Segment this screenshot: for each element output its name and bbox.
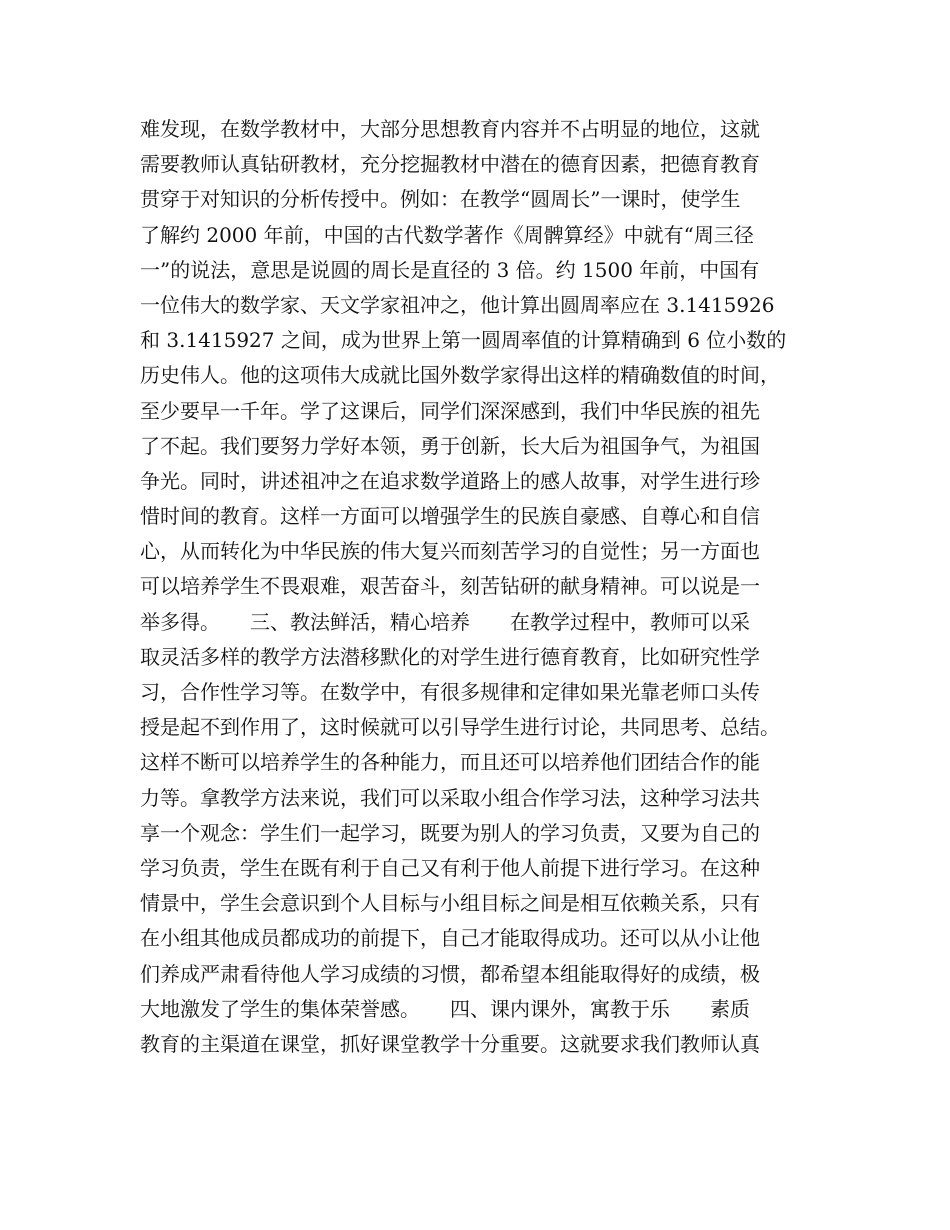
text-line: 贯穿于对知识的分析传授中。例如：在教学“圆周长”一课时，使学生 (140, 187, 741, 212)
text-line: 了解约 2000 年前，中国的古代数学著作《周髀算经》中就有“周三径 (140, 222, 754, 247)
text-line: 情景中，学生会意识到个人目标与小组目标之间是相互依赖关系，只有 (140, 891, 760, 916)
text-line: 举多得。 三、教法鲜活，精心培养 在教学过程中，教师可以采 (140, 609, 750, 634)
text-line: 可以培养学生不畏艰难，艰苦奋斗，刻苦钻研的献身精神。可以说是一 (140, 574, 760, 599)
text-line: 教育的主渠道在课堂，抓好课堂教学十分重要。这就要求我们教师认真 (140, 1031, 760, 1056)
text-line: 享一个观念：学生们一起学习，既要为别人的学习负责，又要为自己的 (140, 820, 760, 845)
text-line: 需要教师认真钻研教材，充分挖掘教材中潜在的德育因素，把德育教育 (140, 152, 760, 177)
text-line: 们养成严肃看待他人学习成绩的习惯，都希望本组能取得好的成绩，极 (140, 961, 760, 986)
text-line: 一”的说法，意思是说圆的周长是直径的 3 倍。约 1500 年前，中国有 (140, 257, 760, 282)
text-line: 至少要早一千年。学了这课后，同学们深深感到，我们中华民族的祖先 (140, 398, 760, 423)
text-line: 心，从而转化为中华民族的伟大复兴而刻苦学习的自觉性；另一方面也 (140, 539, 760, 564)
text-line: 争光。同时，讲述祖冲之在追求数学道路上的感人故事，对学生进行珍 (140, 468, 760, 493)
text-line: 和 3.1415927 之间，成为世界上第一圆周率值的计算精确到 6 位小数的 (140, 328, 787, 353)
text-line: 一位伟大的数学家、天文学家祖冲之，他计算出圆周率应在 3.1415926 (140, 292, 775, 317)
text-line: 学习负责，学生在既有利于自己又有利于他人前提下进行学习。在这种 (140, 855, 760, 880)
text-line: 大地激发了学生的集体荣誉感。 四、课内课外，寓教于乐 素质 (140, 996, 750, 1021)
text-line: 这样不断可以培养学生的各种能力，而且还可以培养他们团结合作的能 (140, 750, 760, 775)
text-line: 难发现，在数学教材中，大部分思想教育内容并不占明显的地位，这就 (140, 117, 760, 141)
text-line: 了不起。我们要努力学好本领，勇于创新，长大后为祖国争气，为祖国 (140, 433, 760, 458)
text-line: 在小组其他成员都成功的前提下，自己才能取得成功。还可以从小让他 (140, 926, 760, 951)
text-line: 历史伟人。他的这项伟大成就比国外数学家得出这样的精确数值的时间， (140, 363, 780, 388)
text-line: 惜时间的教育。这样一方面可以增强学生的民族自豪感、自尊心和自信 (140, 504, 760, 529)
text-line: 力等。拿教学方法来说，我们可以采取小组合作学习法，这种学习法共 (140, 785, 760, 810)
body-text (140, 112, 830, 1062)
text-line: 取灵活多样的教学方法潜移默化的对学生进行德育教育，比如研究性学 (140, 644, 760, 669)
text-line: 习，合作性学习等。在数学中，有很多规律和定律如果光靠老师口头传 (140, 680, 760, 704)
text-line: 授是起不到作用了，这时候就可以引导学生进行讨论，共同思考、总结。 (140, 715, 780, 740)
